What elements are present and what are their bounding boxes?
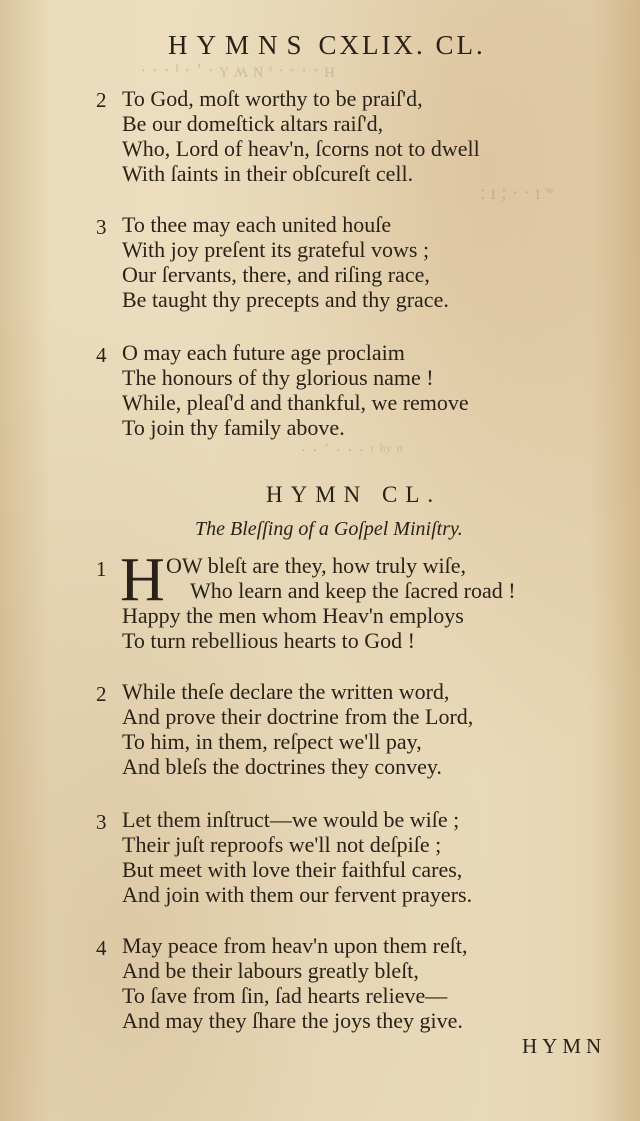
stanza-number: 2 bbox=[96, 88, 107, 112]
header-hymn-numbers: CXLIX. CL. bbox=[318, 30, 486, 60]
verse-line: To thee may each united houſe bbox=[122, 212, 392, 237]
verse-line: But meet with love their faithful cares, bbox=[122, 857, 463, 882]
verse-line: And may they ſhare the joys they give. bbox=[122, 1008, 463, 1033]
show-through-text: : ı ; · · ı ʷ bbox=[480, 182, 555, 204]
stanza-number: 4 bbox=[96, 343, 107, 367]
verse-line: Who, Lord of heav'n, ſcorns not to dwell bbox=[122, 136, 480, 161]
verse-line: With ſaints in their obſcureſt cell. bbox=[122, 161, 414, 186]
verse-line: To God, moſt worthy to be praiſ'd, bbox=[122, 86, 423, 111]
verse-line: And bleſs the doctrines they convey. bbox=[122, 754, 442, 779]
stanza-number: 2 bbox=[96, 682, 107, 706]
verse-line: Be taught thy precepts and thy grace. bbox=[122, 287, 449, 312]
hymn-subtitle: The Bleſſing of a Goſpel Miniſtry. bbox=[195, 518, 463, 540]
verse-line: O may each future age proclaim bbox=[122, 340, 405, 365]
verse-line: And be their labours greatly bleſt, bbox=[122, 958, 419, 983]
running-header bbox=[168, 30, 486, 61]
verse-line: Happy the men whom Heav'n employs bbox=[122, 603, 464, 628]
verse-line: And join with them our fervent prayers. bbox=[122, 882, 473, 907]
verse-line: While, pleaſ'd and thankful, we remove bbox=[122, 390, 469, 415]
verse-line: While theſe declare the written word, bbox=[122, 679, 450, 704]
stanza-number: 1 bbox=[96, 557, 107, 581]
verse-line: With joy preſent its grateful vows ; bbox=[122, 237, 430, 262]
verse-line: To turn rebellious hearts to God ! bbox=[122, 628, 415, 653]
verse-line: To join thy family above. bbox=[122, 415, 345, 440]
verse-line: Their juſt reproofs we'll not deſpiſe ; bbox=[122, 832, 442, 857]
hymn-title: HYMN CL. bbox=[266, 482, 442, 507]
stanza-number: 4 bbox=[96, 936, 107, 960]
stanza-number: 3 bbox=[96, 810, 107, 834]
verse-line: Let them inſtruct—we would be wiſe ; bbox=[122, 807, 460, 832]
stanza-number: 3 bbox=[96, 215, 107, 239]
verse-line: And prove their doctrine from the Lord, bbox=[122, 704, 474, 729]
header-title: HYMNS bbox=[168, 30, 311, 60]
verse-line: May peace from heav'n upon them reſt, bbox=[122, 933, 468, 958]
verse-line: Who learn and keep the ſacred road ! bbox=[190, 578, 516, 603]
show-through-text: · · ˙ · · · ʳ ʰʸ ⁿ bbox=[300, 440, 403, 462]
verse-line: To him, in them, reſpect we'll pay, bbox=[122, 729, 422, 754]
show-through-text: · · · ᴵ · ʼ · ʏ ʍ ɴ ˢ · · · · ʜ bbox=[140, 60, 335, 82]
verse-line: OW bleſt are they, how truly wiſe, bbox=[166, 553, 466, 578]
drop-cap: H bbox=[120, 546, 165, 614]
verse-line: Our ſervants, there, and riſing race, bbox=[122, 262, 430, 287]
verse-line: To ſave from ſin, ſad hearts relieve— bbox=[122, 983, 448, 1008]
verse-line: The honours of thy glorious name ! bbox=[122, 365, 434, 390]
catchword: HYMN bbox=[522, 1034, 607, 1058]
verse-line: Be our domeſtick altars raiſ'd, bbox=[122, 111, 384, 136]
